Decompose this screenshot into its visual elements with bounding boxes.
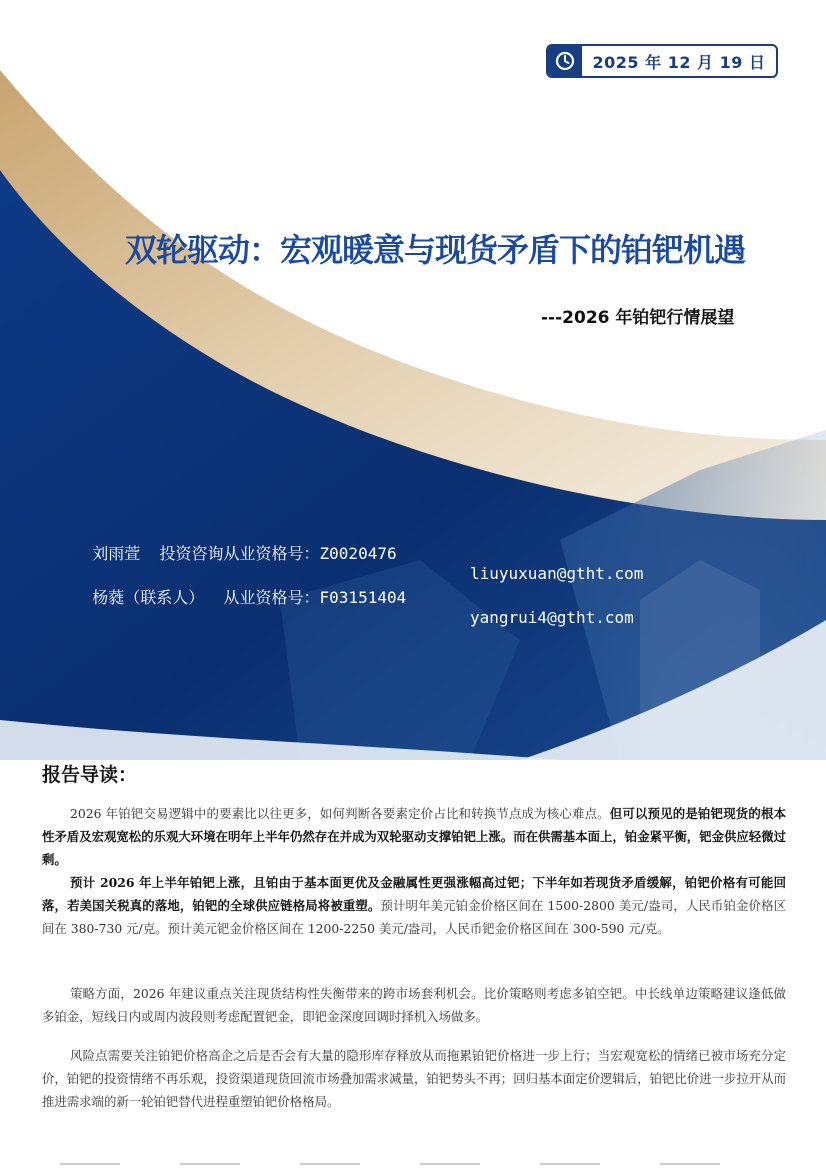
intro-paragraph-1 (42, 802, 786, 871)
intro-paragraph-3: 策略方面，2026 年建议重点关注现货结构性失衡带来的跨市场套利机会。比价策略则考虑多铂空钯。中长线单边策略建议逢低做多铂金，短线日内或周内波段则考虑配置钯金，即钯金深度回调时择机入场做多。 (42, 986, 786, 1024)
author-email[interactable]: yangrui4@gtht.com (470, 608, 634, 627)
author-email[interactable]: liuyuxuan@gtht.com (470, 564, 644, 583)
report-title: 双轮驱动：宏观暖意与现货矛盾下的铂钯机遇 (124, 231, 745, 269)
clock-icon (548, 46, 582, 76)
footer-divider (60, 1163, 760, 1165)
intro-paragraph-2 (42, 871, 786, 940)
author-info: 刘雨萱 投资咨询从业资格号：Z0020476 (92, 544, 397, 563)
paragraph-bold-text: 但可以预见的是铂钯现货的根本性矛盾及宏观宽松的乐观大环境在明年上半年仍然存在并成为双轮驱动支撑铂钯上涨。而在供需基本面上，铂金紧平衡，钯金供应轻微过剩。 (42, 806, 787, 867)
section-heading: 报告导读： (42, 764, 138, 786)
paragraph-text: 预计明年美元铂金价格区间在 1500-2800 美元/盎司，人民币铂金价格区间在 380-730 元/克。预计美元钯金价格区间在 1200-2250 美元/盎司，人民币钯金价格区间在 300-590 元/克。 (42, 898, 786, 936)
date-badge (546, 44, 778, 78)
intro-paragraph-4: 风险点需要关注铂钯价格高企之后是否会有大量的隐形库存释放从而拖累铂钯价格进一步上行；当宏观宽松的情绪已被市场充分定价，铂钯的投资情绪不再乐观，投资渠道现货回流市场叠加需求减量，铂钯势头不再；回归基本面定价逻辑后，铂钯比价进一步拉开从而推进需求端的新一轮铂钯替代进程重塑铂钯价格格局。 (42, 1048, 786, 1109)
paragraph-text: 2026 年铂钯交易逻辑中的要素比以往更多，如何判断各要素定价占比和转换节点成为核心难点。 (70, 806, 610, 821)
report-subtitle: ---2026 年铂钯行情展望 (541, 308, 735, 328)
author-info: 杨蕤（联系人） 从业资格号：F03151404 (92, 588, 407, 607)
paragraph-bold-text: 预计 2026 年上半年铂钯上涨，且铂由于基本面更优及金融属性更强涨幅高过钯；下半年如若现货矛盾缓解，铂钯价格有可能回落，若美国关税真的落地，铂钯的全球供应链格局将被重塑。 (42, 875, 786, 913)
report-date: 2025 年 12 月 19 日 (592, 52, 766, 72)
